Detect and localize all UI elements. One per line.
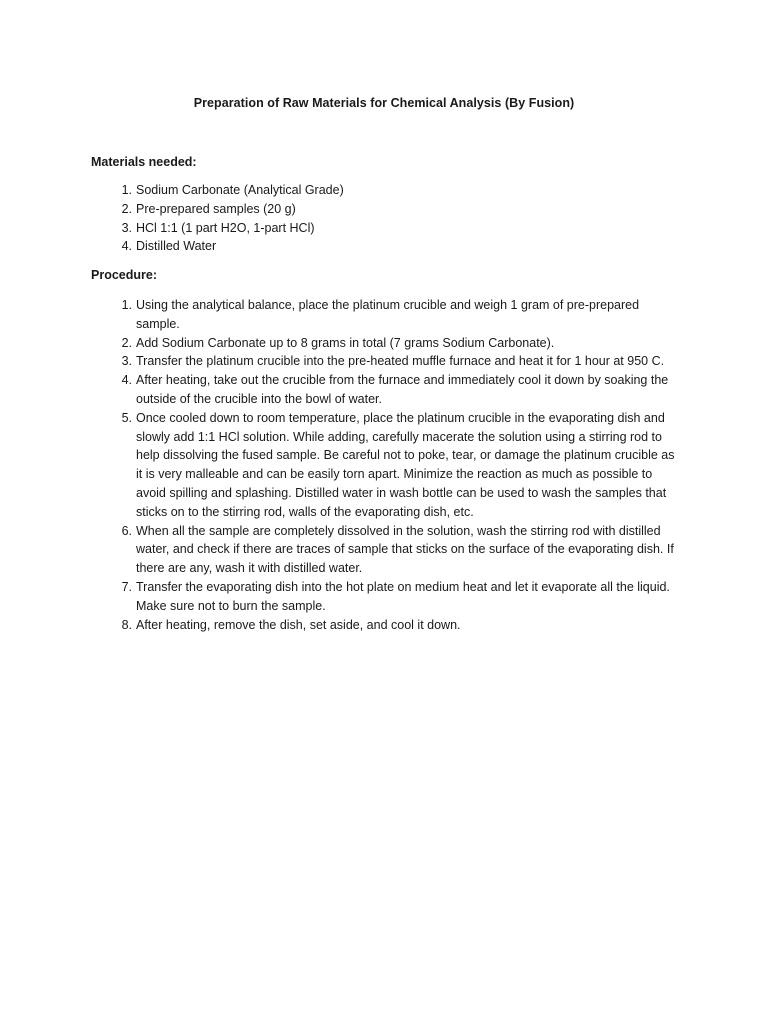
- list-item-text: Add Sodium Carbonate up to 8 grams in total (7 grams Sodium Carbonate).: [136, 335, 555, 350]
- list-item: [121, 334, 681, 353]
- list-item-text: When all the sample are completely dissolved in the solution, wash the stirring rod with distilled water, and check if there are traces of sample that sticks on the surface of the evaporating dish. If there are any, wash it with distilled water.: [136, 523, 674, 576]
- list-item-number: 2.: [121, 201, 132, 216]
- list-item-text: Transfer the evaporating dish into the hot plate on medium heat and let it evaporate all the liquid. Make sure not to burn the sample.: [136, 579, 670, 613]
- list-item-number: 7.: [121, 579, 132, 594]
- list-item-number: 3.: [121, 220, 132, 235]
- list-item-text: Once cooled down to room temperature, place the platinum crucible in the evaporating dish and slowly add 1:1 HCl solution. While adding, carefully macerate the solution using a stirring rod to help dissolving the fused sample. Be careful not to poke, tear, or damage the platinum crucible as it is very malleable and can be easily torn apart. Minimize the reaction as much as possible to avoid spilling and splashing. Distilled water in wash bottle can be used to wash the samples that sticks on to the stirring rod, walls of the evaporating dish, etc.: [136, 410, 675, 519]
- list-item-text: Using the analytical balance, place the platinum crucible and weigh 1 gram of pre-prepared sample.: [136, 298, 640, 331]
- document-title: Preparation of Raw Materials for Chemical Analysis (By Fusion): [193, 96, 575, 110]
- list-item: [121, 616, 681, 635]
- list-item-number: 3.: [121, 354, 132, 369]
- list-item: [121, 181, 676, 200]
- list-item: [121, 296, 681, 334]
- list-item-text: Pre-prepared samples (20 g): [136, 201, 296, 216]
- list-item: [121, 219, 676, 238]
- list-item-number: 8.: [121, 617, 132, 632]
- list-item-number: 1.: [121, 183, 132, 197]
- list-item: [121, 578, 681, 616]
- materials-heading: Materials needed:: [91, 155, 197, 169]
- list-item-text: Distilled Water: [136, 239, 217, 254]
- list-item-number: 2.: [121, 335, 132, 350]
- list-item-number: 6.: [121, 523, 132, 538]
- list-item-text: Sodium Carbonate (Analytical Grade): [136, 183, 344, 197]
- list-item-number: 4.: [121, 239, 132, 254]
- list-item: [121, 371, 681, 409]
- list-item-text: Transfer the platinum crucible into the pre-heated muffle furnace and heat it for 1 hour at 950 C.: [136, 354, 665, 369]
- list-item: [121, 522, 681, 578]
- list-item: [121, 237, 676, 256]
- materials-list: [121, 181, 676, 256]
- list-item-number: 1.: [121, 298, 132, 312]
- list-item-text: HCl 1:1 (1 part H2O, 1-part HCl): [136, 220, 315, 235]
- list-item-text: After heating, remove the dish, set aside, and cool it down.: [136, 617, 461, 632]
- list-item: [121, 352, 681, 371]
- list-item: [121, 200, 676, 219]
- list-item-number: 5.: [121, 410, 132, 425]
- list-item-number: 4.: [121, 373, 132, 388]
- list-item-text: After heating, take out the crucible from the furnace and immediately cool it down by soaking the outside of the crucible into the bowl of water.: [136, 373, 669, 406]
- list-item: [121, 409, 681, 522]
- procedure-heading: Procedure:: [91, 268, 157, 282]
- procedure-list: [121, 296, 681, 634]
